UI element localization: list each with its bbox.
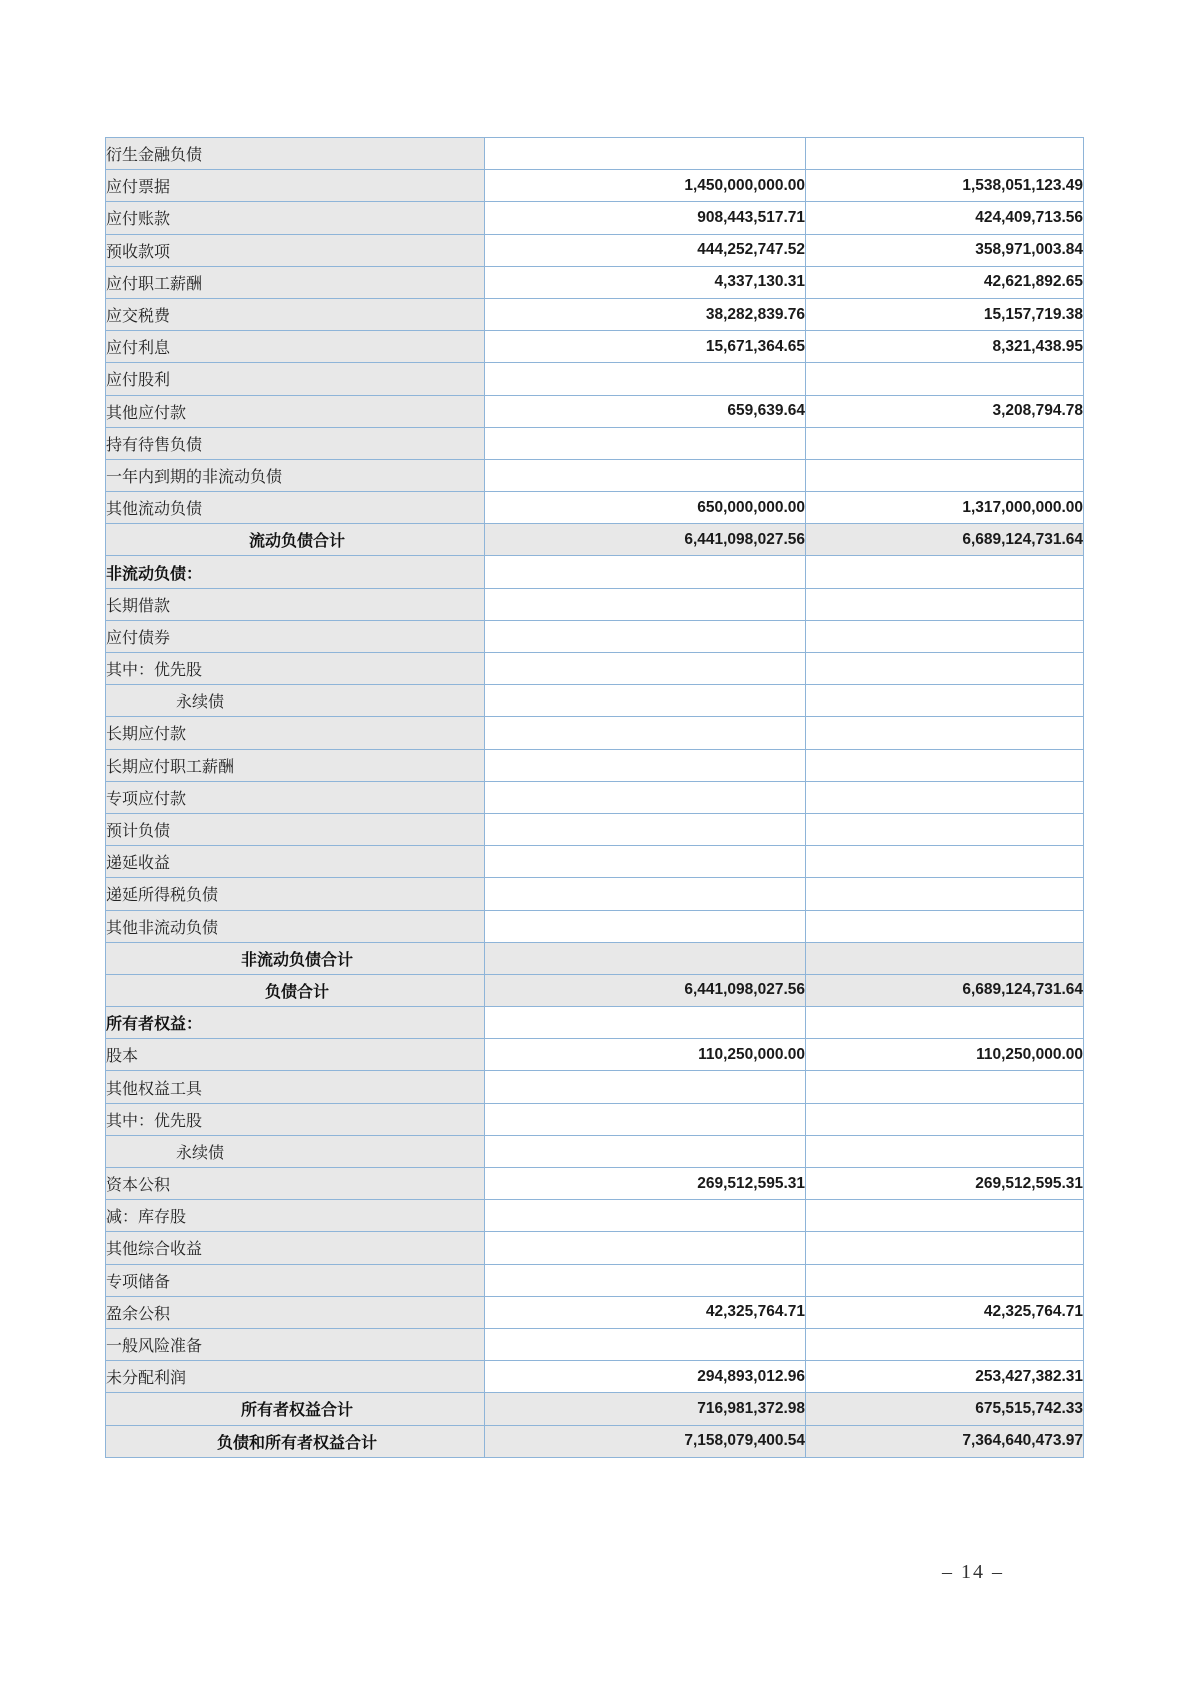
item-label-cell: 应付职工薪酬 [106, 266, 485, 298]
prior-period-value-cell [806, 942, 1084, 974]
item-label-cell: 其他权益工具 [106, 1071, 485, 1103]
item-label-cell: 应付债券 [106, 620, 485, 652]
item-label-cell: 其他应付款 [106, 395, 485, 427]
prior-period-value-cell [806, 427, 1084, 459]
current-period-value-cell: 7,158,079,400.54 [485, 1425, 806, 1457]
table-row [106, 492, 1084, 524]
current-period-value-cell [485, 620, 806, 652]
prior-period-value-cell [806, 1135, 1084, 1167]
current-period-value-cell [485, 556, 806, 588]
current-period-value-cell [485, 878, 806, 910]
current-period-value-cell [485, 1232, 806, 1264]
table-row [106, 234, 1084, 266]
item-label-cell: 一般风险准备 [106, 1328, 485, 1360]
table-row [106, 1103, 1084, 1135]
current-period-value-cell [485, 1007, 806, 1039]
prior-period-value-cell: 253,427,382.31 [806, 1361, 1084, 1393]
prior-period-value-cell [806, 910, 1084, 942]
table-row [106, 620, 1084, 652]
table-row [106, 202, 1084, 234]
current-period-value-cell [485, 459, 806, 491]
table-row [106, 1135, 1084, 1167]
current-period-value-cell: 269,512,595.31 [485, 1168, 806, 1200]
prior-period-value-cell: 675,515,742.33 [806, 1393, 1084, 1425]
current-period-value-cell [485, 1135, 806, 1167]
page-number: – 14 – [942, 1561, 1004, 1583]
item-label-cell: 股本 [106, 1039, 485, 1071]
item-label-cell: 长期应付款 [106, 717, 485, 749]
table-row [106, 1007, 1084, 1039]
prior-period-value-cell [806, 138, 1084, 170]
current-period-value-cell [485, 717, 806, 749]
table-row [106, 846, 1084, 878]
current-period-value-cell [485, 1103, 806, 1135]
prior-period-value-cell: 7,364,640,473.97 [806, 1425, 1084, 1457]
item-label-cell: 递延所得税负债 [106, 878, 485, 910]
current-period-value-cell: 1,450,000,000.00 [485, 170, 806, 202]
prior-period-value-cell [806, 1103, 1084, 1135]
table-row [106, 1264, 1084, 1296]
current-period-value-cell [485, 1200, 806, 1232]
table-row [106, 974, 1084, 1006]
table-row [106, 878, 1084, 910]
current-period-value-cell [485, 653, 806, 685]
table-row [106, 170, 1084, 202]
prior-period-value-cell: 3,208,794.78 [806, 395, 1084, 427]
table-row [106, 910, 1084, 942]
item-label-cell: 其中：优先股 [106, 653, 485, 685]
table-row [106, 1200, 1084, 1232]
item-label-cell: 永续债 [106, 1135, 485, 1167]
item-label-cell: 所有者权益合计 [106, 1393, 485, 1425]
item-label-cell: 减：库存股 [106, 1200, 485, 1232]
current-period-value-cell: 4,337,130.31 [485, 266, 806, 298]
item-label-cell: 应付股利 [106, 363, 485, 395]
item-label-cell: 流动负债合计 [106, 524, 485, 556]
balance-sheet-table [105, 137, 1084, 1458]
table-row [106, 395, 1084, 427]
item-label-cell: 其他流动负债 [106, 492, 485, 524]
item-label-cell: 应交税费 [106, 298, 485, 330]
prior-period-value-cell [806, 878, 1084, 910]
item-label-cell: 非流动负债： [106, 556, 485, 588]
item-label-cell: 长期借款 [106, 588, 485, 620]
current-period-value-cell: 6,441,098,027.56 [485, 974, 806, 1006]
prior-period-value-cell: 110,250,000.00 [806, 1039, 1084, 1071]
prior-period-value-cell: 42,621,892.65 [806, 266, 1084, 298]
current-period-value-cell [485, 846, 806, 878]
prior-period-value-cell: 42,325,764.71 [806, 1296, 1084, 1328]
current-period-value-cell: 444,252,747.52 [485, 234, 806, 266]
prior-period-value-cell [806, 620, 1084, 652]
current-period-value-cell [485, 1264, 806, 1296]
table-row [106, 1071, 1084, 1103]
prior-period-value-cell [806, 459, 1084, 491]
item-label-cell: 资本公积 [106, 1168, 485, 1200]
item-label-cell: 应付利息 [106, 331, 485, 363]
table-row [106, 942, 1084, 974]
current-period-value-cell: 650,000,000.00 [485, 492, 806, 524]
item-label-cell: 其他综合收益 [106, 1232, 485, 1264]
item-label-cell: 衍生金融负债 [106, 138, 485, 170]
prior-period-value-cell: 1,317,000,000.00 [806, 492, 1084, 524]
table-row [106, 781, 1084, 813]
item-label-cell: 预计负债 [106, 813, 485, 845]
prior-period-value-cell [806, 1232, 1084, 1264]
table-row [106, 749, 1084, 781]
table-row [106, 1296, 1084, 1328]
table-row [106, 717, 1084, 749]
prior-period-value-cell [806, 653, 1084, 685]
item-label-cell: 所有者权益： [106, 1007, 485, 1039]
item-label-cell: 应付票据 [106, 170, 485, 202]
item-label-cell: 非流动负债合计 [106, 942, 485, 974]
item-label-cell: 其他非流动负债 [106, 910, 485, 942]
table-row [106, 298, 1084, 330]
item-label-cell: 未分配利润 [106, 1361, 485, 1393]
current-period-value-cell [485, 781, 806, 813]
prior-period-value-cell [806, 1007, 1084, 1039]
item-label-cell: 负债和所有者权益合计 [106, 1425, 485, 1457]
table-row [106, 685, 1084, 717]
current-period-value-cell [485, 942, 806, 974]
prior-period-value-cell [806, 1071, 1084, 1103]
current-period-value-cell [485, 588, 806, 620]
item-label-cell: 其中：优先股 [106, 1103, 485, 1135]
item-label-cell: 递延收益 [106, 846, 485, 878]
table-row [106, 427, 1084, 459]
current-period-value-cell [485, 138, 806, 170]
prior-period-value-cell [806, 813, 1084, 845]
table-row [106, 138, 1084, 170]
current-period-value-cell: 110,250,000.00 [485, 1039, 806, 1071]
current-period-value-cell: 38,282,839.76 [485, 298, 806, 330]
item-label-cell: 预收款项 [106, 234, 485, 266]
table-row [106, 1361, 1084, 1393]
prior-period-value-cell: 1,538,051,123.49 [806, 170, 1084, 202]
current-period-value-cell [485, 363, 806, 395]
current-period-value-cell [485, 749, 806, 781]
prior-period-value-cell: 269,512,595.31 [806, 1168, 1084, 1200]
prior-period-value-cell [806, 846, 1084, 878]
table-row [106, 588, 1084, 620]
item-label-cell: 应付账款 [106, 202, 485, 234]
table-row [106, 524, 1084, 556]
item-label-cell: 长期应付职工薪酬 [106, 749, 485, 781]
current-period-value-cell: 6,441,098,027.56 [485, 524, 806, 556]
current-period-value-cell: 42,325,764.71 [485, 1296, 806, 1328]
item-label-cell: 专项应付款 [106, 781, 485, 813]
prior-period-value-cell [806, 1200, 1084, 1232]
item-label-cell: 一年内到期的非流动负债 [106, 459, 485, 491]
table-row [106, 1039, 1084, 1071]
prior-period-value-cell: 6,689,124,731.64 [806, 524, 1084, 556]
item-label-cell: 持有待售负债 [106, 427, 485, 459]
current-period-value-cell [485, 427, 806, 459]
table-row [106, 556, 1084, 588]
table-row [106, 331, 1084, 363]
current-period-value-cell [485, 685, 806, 717]
current-period-value-cell: 716,981,372.98 [485, 1393, 806, 1425]
table-row [106, 1393, 1084, 1425]
table-row [106, 1168, 1084, 1200]
prior-period-value-cell [806, 685, 1084, 717]
prior-period-value-cell [806, 588, 1084, 620]
prior-period-value-cell [806, 1328, 1084, 1360]
prior-period-value-cell: 424,409,713.56 [806, 202, 1084, 234]
current-period-value-cell: 15,671,364.65 [485, 331, 806, 363]
current-period-value-cell: 659,639.64 [485, 395, 806, 427]
table-row [106, 1425, 1084, 1457]
current-period-value-cell: 294,893,012.96 [485, 1361, 806, 1393]
item-label-cell: 专项储备 [106, 1264, 485, 1296]
prior-period-value-cell [806, 1264, 1084, 1296]
prior-period-value-cell: 6,689,124,731.64 [806, 974, 1084, 1006]
table-row [106, 459, 1084, 491]
prior-period-value-cell [806, 749, 1084, 781]
prior-period-value-cell [806, 717, 1084, 749]
prior-period-value-cell: 358,971,003.84 [806, 234, 1084, 266]
table-row [106, 813, 1084, 845]
table-row [106, 266, 1084, 298]
item-label-cell: 永续债 [106, 685, 485, 717]
table-row [106, 653, 1084, 685]
prior-period-value-cell [806, 781, 1084, 813]
current-period-value-cell [485, 1071, 806, 1103]
table-row [106, 363, 1084, 395]
prior-period-value-cell [806, 556, 1084, 588]
current-period-value-cell [485, 1328, 806, 1360]
table-row [106, 1328, 1084, 1360]
item-label-cell: 盈余公积 [106, 1296, 485, 1328]
prior-period-value-cell [806, 363, 1084, 395]
current-period-value-cell: 908,443,517.71 [485, 202, 806, 234]
current-period-value-cell [485, 813, 806, 845]
table-row [106, 1232, 1084, 1264]
prior-period-value-cell: 15,157,719.38 [806, 298, 1084, 330]
prior-period-value-cell: 8,321,438.95 [806, 331, 1084, 363]
item-label-cell: 负债合计 [106, 974, 485, 1006]
current-period-value-cell [485, 910, 806, 942]
